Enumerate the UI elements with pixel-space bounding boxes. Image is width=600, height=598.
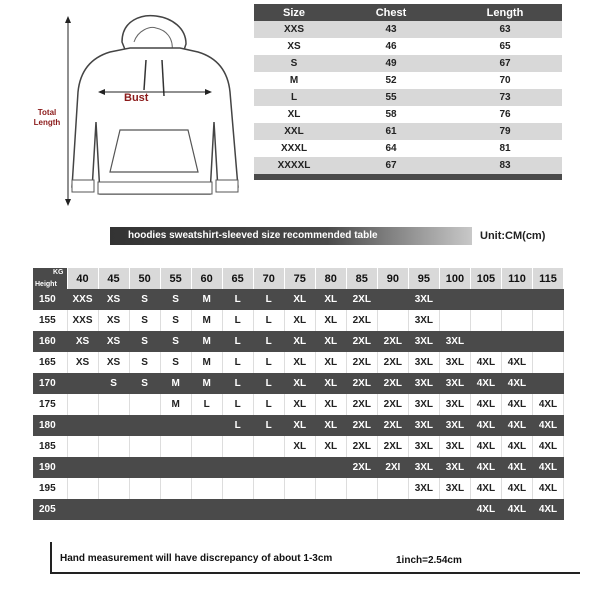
size-recommendation-cell bbox=[377, 499, 408, 520]
size-recommendation-cell: 4XL bbox=[532, 478, 563, 499]
size-recommendation-cell bbox=[67, 478, 98, 499]
size-recommendation-cell: S bbox=[160, 352, 191, 373]
size-recommendation-cell: XS bbox=[67, 352, 98, 373]
weight-header-row bbox=[33, 268, 564, 289]
size-recommendation-cell: 2XL bbox=[377, 436, 408, 457]
size-recommendation-cell bbox=[222, 457, 253, 478]
size-recommendation-cell bbox=[67, 457, 98, 478]
height-cell: 185 bbox=[33, 436, 67, 457]
grid-corner-header bbox=[33, 268, 67, 289]
size-recommendation-cell bbox=[253, 436, 284, 457]
size-recommendation-cell bbox=[501, 331, 532, 352]
size-recommendation-cell: 2XI bbox=[377, 457, 408, 478]
size-row bbox=[254, 55, 562, 72]
size-recommendation-cell: XL bbox=[284, 352, 315, 373]
size-recommendation-cell: 4XL bbox=[532, 457, 563, 478]
size-recommendation-cell bbox=[470, 310, 501, 331]
weight-header: 105 bbox=[470, 268, 501, 289]
size-cell: S bbox=[254, 55, 334, 72]
size-cell: XL bbox=[254, 106, 334, 123]
size-recommendation-cell: 4XL bbox=[470, 373, 501, 394]
size-recommendation-cell: XS bbox=[98, 331, 129, 352]
size-recommendation-cell bbox=[191, 436, 222, 457]
size-recommendation-cell bbox=[284, 499, 315, 520]
size-recommendation-cell: S bbox=[160, 331, 191, 352]
size-recommendation-cell bbox=[160, 457, 191, 478]
size-recommendation-cell: 2XL bbox=[377, 415, 408, 436]
size-recommendation-cell: L bbox=[222, 394, 253, 415]
size-recommendation-cell: XL bbox=[315, 310, 346, 331]
size-recommendation-cell: 3XL bbox=[408, 352, 439, 373]
size-recommendation-cell bbox=[129, 415, 160, 436]
size-recommendation-cell: 4XL bbox=[470, 457, 501, 478]
weight-header: 55 bbox=[160, 268, 191, 289]
size-recommendation-cell: 2XL bbox=[377, 331, 408, 352]
size-recommendation-cell: XL bbox=[284, 394, 315, 415]
size-recommendation-cell: XL bbox=[315, 331, 346, 352]
size-recommendation-cell: 2XL bbox=[346, 310, 377, 331]
weight-header: 75 bbox=[284, 268, 315, 289]
size-recommendation-cell: L bbox=[222, 415, 253, 436]
size-recommendation-cell: L bbox=[222, 352, 253, 373]
height-row bbox=[33, 436, 564, 457]
size-recommendation-cell: L bbox=[253, 289, 284, 310]
size-recommendation-cell: M bbox=[191, 289, 222, 310]
size-recommendation-cell bbox=[98, 478, 129, 499]
size-recommendation-cell: M bbox=[160, 373, 191, 394]
size-recommendation-cell: S bbox=[160, 289, 191, 310]
size-recommendation-cell: S bbox=[129, 331, 160, 352]
size-recommendation-cell: XL bbox=[284, 310, 315, 331]
size-recommendation-cell: XL bbox=[315, 436, 346, 457]
size-recommendation-cell: S bbox=[129, 310, 160, 331]
height-row bbox=[33, 394, 564, 415]
chest-cell: 58 bbox=[334, 106, 448, 123]
size-recommendation-cell: L bbox=[253, 394, 284, 415]
size-recommendation-cell: L bbox=[222, 373, 253, 394]
size-cell: M bbox=[254, 72, 334, 89]
size-recommendation-cell bbox=[160, 436, 191, 457]
size-recommendation-cell: XS bbox=[67, 331, 98, 352]
size-recommendation-cell: 4XL bbox=[470, 499, 501, 520]
size-recommendation-cell: XL bbox=[284, 289, 315, 310]
size-recommendation-cell: L bbox=[253, 310, 284, 331]
size-recommendation-cell bbox=[191, 478, 222, 499]
size-recommendation-cell bbox=[67, 436, 98, 457]
height-cell: 190 bbox=[33, 457, 67, 478]
size-row bbox=[254, 123, 562, 140]
size-cell: XXS bbox=[254, 21, 334, 38]
length-cell: 63 bbox=[448, 21, 562, 38]
size-recommendation-cell bbox=[222, 499, 253, 520]
length-cell: 81 bbox=[448, 140, 562, 157]
size-recommendation-cell bbox=[129, 457, 160, 478]
chest-cell: 46 bbox=[334, 38, 448, 55]
size-recommendation-cell: 2XL bbox=[346, 373, 377, 394]
size-recommendation-cell: 4XL bbox=[501, 457, 532, 478]
size-recommendation-cell: L bbox=[191, 394, 222, 415]
height-cell: 170 bbox=[33, 373, 67, 394]
size-recommendation-cell bbox=[98, 415, 129, 436]
size-row bbox=[254, 72, 562, 89]
size-recommendation-cell bbox=[191, 457, 222, 478]
height-row bbox=[33, 331, 564, 352]
size-recommendation-cell: 3XL bbox=[408, 478, 439, 499]
size-recommendation-cell bbox=[98, 394, 129, 415]
size-recommendation-cell: S bbox=[129, 373, 160, 394]
size-recommendation-cell bbox=[439, 499, 470, 520]
size-recommendation-cell: 3XL bbox=[439, 478, 470, 499]
size-chart-table bbox=[254, 4, 562, 180]
size-recommendation-cell: L bbox=[253, 415, 284, 436]
size-row bbox=[254, 140, 562, 157]
size-recommendation-cell: S bbox=[98, 373, 129, 394]
size-recommendation-cell: 2XL bbox=[377, 373, 408, 394]
size-recommendation-cell: 2XL bbox=[346, 436, 377, 457]
size-recommendation-cell bbox=[191, 415, 222, 436]
size-recommendation-cell: 4XL bbox=[470, 394, 501, 415]
size-recommendation-cell bbox=[532, 310, 563, 331]
size-recommendation-cell bbox=[67, 499, 98, 520]
size-recommendation-cell: 4XL bbox=[501, 352, 532, 373]
height-row bbox=[33, 352, 564, 373]
size-recommendation-cell: M bbox=[191, 331, 222, 352]
size-recommendation-cell: L bbox=[222, 310, 253, 331]
size-recommendation-cell: 4XL bbox=[470, 478, 501, 499]
measurement-note: Hand measurement will have discrepancy of about 1-3cm bbox=[60, 553, 333, 564]
size-recommendation-cell: M bbox=[191, 310, 222, 331]
weight-header: 90 bbox=[377, 268, 408, 289]
size-recommendation-cell: M bbox=[191, 352, 222, 373]
size-recommendation-cell bbox=[470, 289, 501, 310]
size-recommendation-cell: 3XL bbox=[439, 436, 470, 457]
size-cell: XS bbox=[254, 38, 334, 55]
size-recommendation-cell bbox=[284, 457, 315, 478]
size-row bbox=[254, 38, 562, 55]
length-cell: 65 bbox=[448, 38, 562, 55]
corner-height-label: Height bbox=[35, 281, 57, 288]
size-recommendation-cell: 4XL bbox=[470, 415, 501, 436]
weight-header: 115 bbox=[532, 268, 563, 289]
size-recommendation-cell bbox=[222, 478, 253, 499]
size-recommendation-cell: 3XL bbox=[408, 436, 439, 457]
size-recommendation-cell bbox=[222, 436, 253, 457]
length-cell: 70 bbox=[448, 72, 562, 89]
size-recommendation-cell: XL bbox=[315, 394, 346, 415]
size-row bbox=[254, 106, 562, 123]
size-recommendation-cell: L bbox=[253, 352, 284, 373]
height-cell: 175 bbox=[33, 394, 67, 415]
header-chest: Chest bbox=[334, 4, 448, 21]
size-recommendation-cell bbox=[284, 478, 315, 499]
size-recommendation-cell: 3XL bbox=[408, 331, 439, 352]
size-recommendation-cell bbox=[377, 478, 408, 499]
size-recommendation-cell: XS bbox=[98, 310, 129, 331]
weight-header: 50 bbox=[129, 268, 160, 289]
chest-cell: 67 bbox=[334, 157, 448, 174]
size-recommendation-cell bbox=[160, 499, 191, 520]
size-recommendation-cell bbox=[377, 310, 408, 331]
size-recommendation-cell: 3XL bbox=[439, 415, 470, 436]
size-recommendation-cell: 4XL bbox=[501, 499, 532, 520]
size-recommendation-cell: 4XL bbox=[501, 394, 532, 415]
size-recommendation-cell: 4XL bbox=[532, 436, 563, 457]
size-cell: XXXL bbox=[254, 140, 334, 157]
size-recommendation-cell bbox=[346, 499, 377, 520]
size-recommendation-cell bbox=[98, 499, 129, 520]
weight-header: 100 bbox=[439, 268, 470, 289]
length-cell: 83 bbox=[448, 157, 562, 174]
header-size: Size bbox=[254, 4, 334, 21]
height-cell: 205 bbox=[33, 499, 67, 520]
size-cell: L bbox=[254, 89, 334, 106]
chest-cell: 55 bbox=[334, 89, 448, 106]
chest-cell: 52 bbox=[334, 72, 448, 89]
height-cell: 160 bbox=[33, 331, 67, 352]
height-cell: 195 bbox=[33, 478, 67, 499]
weight-header: 60 bbox=[191, 268, 222, 289]
recommended-table-banner: hoodies sweatshirt-sleeved size recommended table bbox=[110, 227, 472, 245]
size-recommendation-cell: S bbox=[129, 289, 160, 310]
size-recommendation-cell: XL bbox=[284, 373, 315, 394]
size-cell: XXXXL bbox=[254, 157, 334, 174]
size-recommendation-cell: 3XL bbox=[408, 310, 439, 331]
size-row bbox=[254, 157, 562, 174]
size-recommendation-cell bbox=[315, 499, 346, 520]
size-recommendation-cell: 2XL bbox=[346, 331, 377, 352]
length-cell: 76 bbox=[448, 106, 562, 123]
size-recommendation-cell bbox=[315, 478, 346, 499]
height-weight-grid bbox=[33, 268, 564, 520]
weight-header: 40 bbox=[67, 268, 98, 289]
size-recommendation-cell bbox=[470, 331, 501, 352]
size-recommendation-cell: 2XL bbox=[346, 457, 377, 478]
size-recommendation-cell: 3XL bbox=[408, 394, 439, 415]
size-recommendation-cell: 3XL bbox=[408, 415, 439, 436]
size-recommendation-cell: XS bbox=[98, 289, 129, 310]
size-recommendation-cell: 2XL bbox=[346, 394, 377, 415]
size-recommendation-cell bbox=[532, 373, 563, 394]
size-recommendation-cell bbox=[67, 415, 98, 436]
size-recommendation-cell: L bbox=[222, 331, 253, 352]
size-recommendation-cell bbox=[315, 457, 346, 478]
height-row bbox=[33, 478, 564, 499]
length-cell: 79 bbox=[448, 123, 562, 140]
size-recommendation-cell: 4XL bbox=[470, 352, 501, 373]
size-recommendation-cell: XL bbox=[315, 373, 346, 394]
size-recommendation-cell bbox=[98, 436, 129, 457]
size-recommendation-cell: M bbox=[191, 373, 222, 394]
size-recommendation-cell: 2XL bbox=[346, 289, 377, 310]
height-row bbox=[33, 373, 564, 394]
total-length-label: Total Length bbox=[33, 108, 61, 127]
size-recommendation-cell bbox=[129, 394, 160, 415]
size-recommendation-cell bbox=[67, 394, 98, 415]
weight-header: 80 bbox=[315, 268, 346, 289]
height-row bbox=[33, 415, 564, 436]
unit-label: Unit:CM(cm) bbox=[480, 230, 546, 242]
size-recommendation-cell: 4XL bbox=[532, 415, 563, 436]
table-bottom-bar bbox=[254, 174, 562, 180]
size-recommendation-cell: 3XL bbox=[408, 289, 439, 310]
size-recommendation-cell bbox=[532, 289, 563, 310]
weight-header: 95 bbox=[408, 268, 439, 289]
size-recommendation-cell bbox=[501, 289, 532, 310]
size-recommendation-cell: XXS bbox=[67, 289, 98, 310]
size-row bbox=[254, 21, 562, 38]
size-cell: XXL bbox=[254, 123, 334, 140]
size-recommendation-cell: 4XL bbox=[532, 394, 563, 415]
header-length: Length bbox=[448, 4, 562, 21]
size-recommendation-cell bbox=[408, 499, 439, 520]
size-recommendation-cell bbox=[160, 478, 191, 499]
height-row bbox=[33, 289, 564, 310]
size-recommendation-cell: 2XL bbox=[377, 352, 408, 373]
size-recommendation-cell: S bbox=[160, 310, 191, 331]
size-recommendation-cell: 4XL bbox=[501, 478, 532, 499]
size-recommendation-cell bbox=[439, 310, 470, 331]
inch-conversion-note: 1inch=2.54cm bbox=[396, 555, 462, 566]
size-recommendation-cell: M bbox=[160, 394, 191, 415]
size-recommendation-cell: XL bbox=[284, 415, 315, 436]
size-recommendation-cell: XL bbox=[315, 415, 346, 436]
size-recommendation-cell: 2XL bbox=[346, 352, 377, 373]
size-recommendation-cell: 2XL bbox=[377, 394, 408, 415]
height-cell: 165 bbox=[33, 352, 67, 373]
size-recommendation-cell bbox=[129, 436, 160, 457]
weight-header: 45 bbox=[98, 268, 129, 289]
height-cell: 150 bbox=[33, 289, 67, 310]
size-recommendation-cell: 4XL bbox=[501, 373, 532, 394]
size-recommendation-cell bbox=[439, 289, 470, 310]
size-recommendation-cell bbox=[253, 478, 284, 499]
size-recommendation-cell bbox=[501, 310, 532, 331]
size-recommendation-cell: L bbox=[253, 331, 284, 352]
weight-header: 110 bbox=[501, 268, 532, 289]
size-recommendation-cell bbox=[129, 478, 160, 499]
size-recommendation-cell: 3XL bbox=[439, 352, 470, 373]
chest-cell: 49 bbox=[334, 55, 448, 72]
size-recommendation-cell bbox=[532, 352, 563, 373]
size-recommendation-cell: XS bbox=[98, 352, 129, 373]
size-recommendation-cell: S bbox=[129, 352, 160, 373]
size-recommendation-cell bbox=[160, 415, 191, 436]
size-row bbox=[254, 89, 562, 106]
length-cell: 73 bbox=[448, 89, 562, 106]
size-recommendation-cell: 3XL bbox=[439, 373, 470, 394]
size-recommendation-cell: 3XL bbox=[439, 394, 470, 415]
weight-header: 65 bbox=[222, 268, 253, 289]
weight-header: 85 bbox=[346, 268, 377, 289]
size-recommendation-cell bbox=[253, 499, 284, 520]
size-recommendation-cell: 3XL bbox=[439, 331, 470, 352]
size-recommendation-cell: XXS bbox=[67, 310, 98, 331]
size-recommendation-cell: XL bbox=[315, 352, 346, 373]
chest-cell: 61 bbox=[334, 123, 448, 140]
size-recommendation-cell: 4XL bbox=[501, 436, 532, 457]
size-recommendation-cell: 3XL bbox=[408, 457, 439, 478]
weight-header: 70 bbox=[253, 268, 284, 289]
size-recommendation-cell bbox=[67, 373, 98, 394]
height-cell: 180 bbox=[33, 415, 67, 436]
size-recommendation-cell: L bbox=[222, 289, 253, 310]
size-recommendation-cell: 4XL bbox=[470, 436, 501, 457]
size-recommendation-cell: 4XL bbox=[532, 499, 563, 520]
size-recommendation-cell bbox=[532, 331, 563, 352]
size-recommendation-cell bbox=[377, 289, 408, 310]
size-recommendation-cell bbox=[129, 499, 160, 520]
size-recommendation-cell: XL bbox=[315, 289, 346, 310]
bust-label: Bust bbox=[124, 92, 149, 104]
size-recommendation-cell: 4XL bbox=[501, 415, 532, 436]
chest-cell: 64 bbox=[334, 140, 448, 157]
size-recommendation-cell: 3XL bbox=[408, 373, 439, 394]
size-recommendation-cell bbox=[253, 457, 284, 478]
size-recommendation-cell: L bbox=[253, 373, 284, 394]
size-recommendation-cell bbox=[98, 457, 129, 478]
corner-kg-label: KG bbox=[53, 269, 64, 276]
size-recommendation-cell bbox=[346, 478, 377, 499]
height-row bbox=[33, 310, 564, 331]
size-recommendation-cell: 2XL bbox=[346, 415, 377, 436]
height-cell: 155 bbox=[33, 310, 67, 331]
size-recommendation-cell: 3XL bbox=[439, 457, 470, 478]
size-recommendation-cell bbox=[191, 499, 222, 520]
chest-cell: 43 bbox=[334, 21, 448, 38]
height-row bbox=[33, 499, 564, 520]
length-cell: 67 bbox=[448, 55, 562, 72]
size-recommendation-cell: XL bbox=[284, 331, 315, 352]
height-row bbox=[33, 457, 564, 478]
size-recommendation-cell: XL bbox=[284, 436, 315, 457]
